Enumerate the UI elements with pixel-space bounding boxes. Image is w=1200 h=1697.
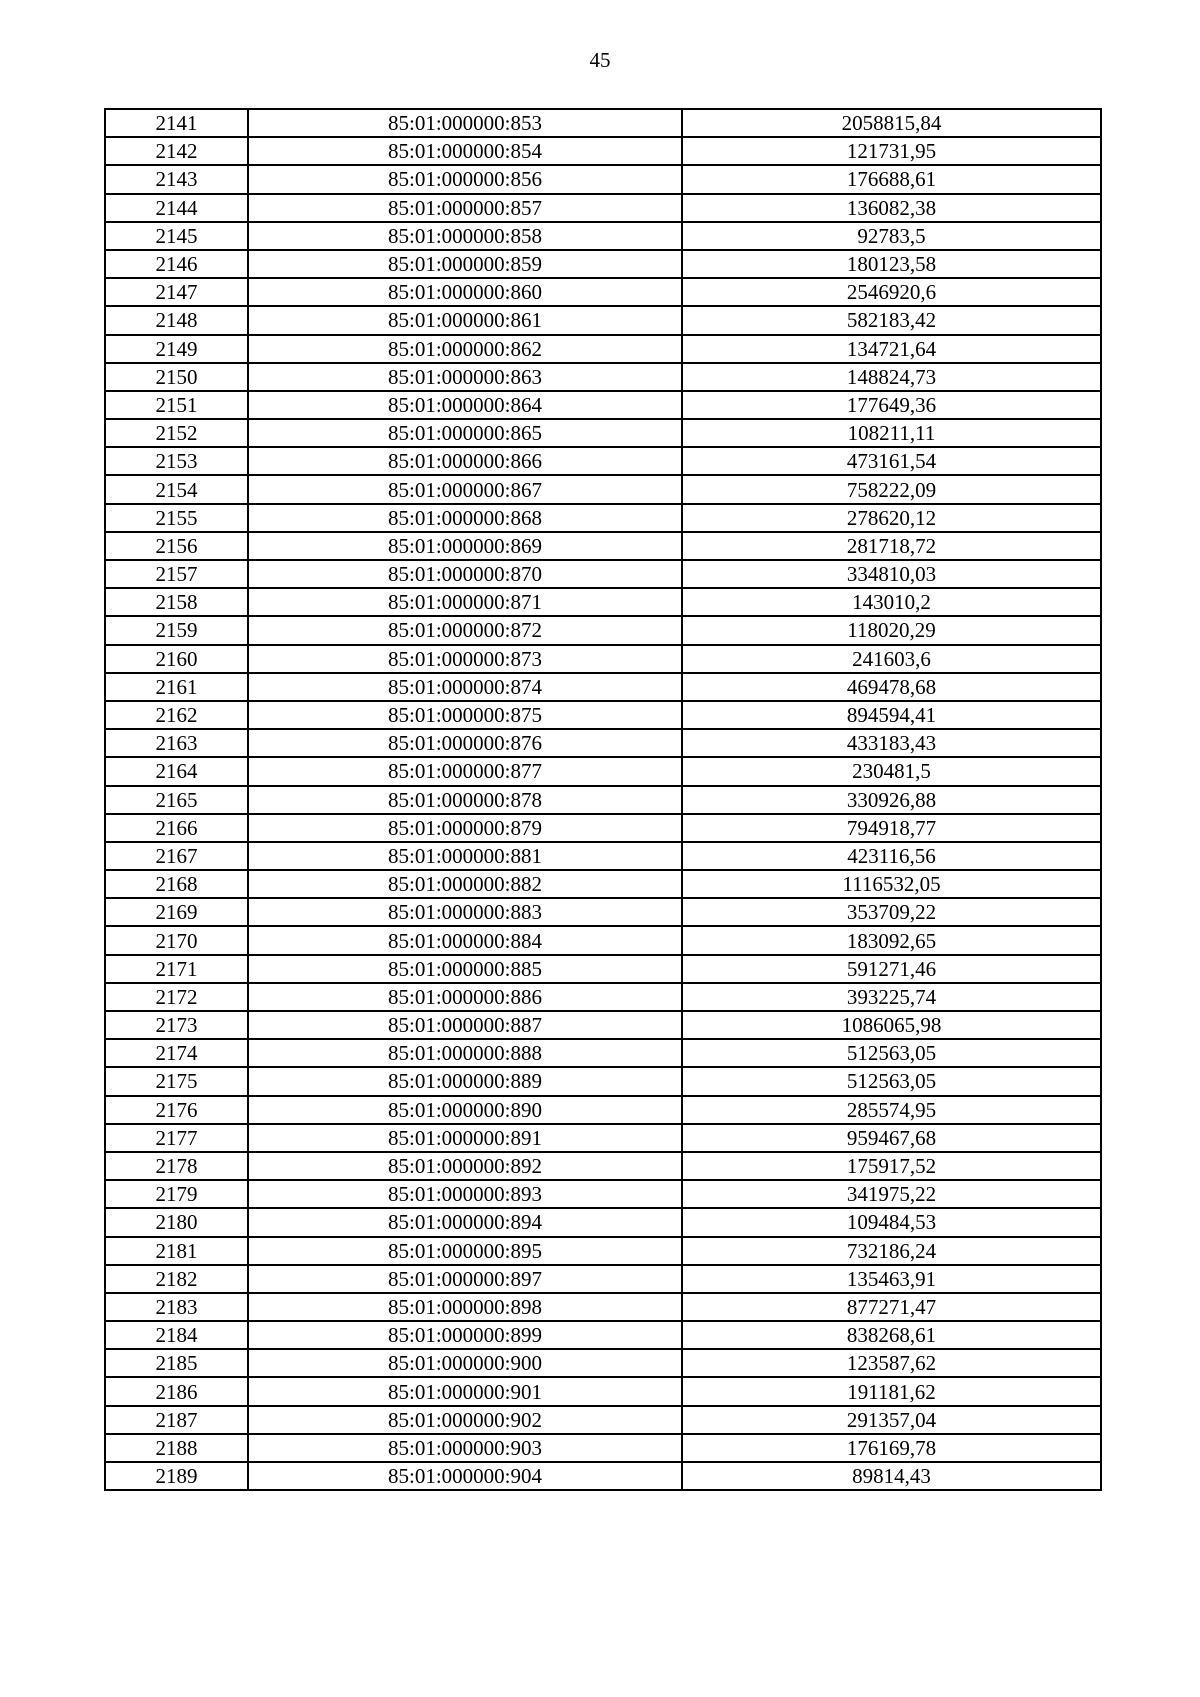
- table-row: [105, 1377, 1101, 1405]
- table-body: [105, 109, 1101, 1490]
- table-row: [105, 250, 1101, 278]
- row-number-cell: 2155: [105, 504, 248, 532]
- table-row: [105, 786, 1101, 814]
- cadastral-value-cell: 473161,54: [682, 447, 1101, 475]
- cadastral-value-cell: 180123,58: [682, 250, 1101, 278]
- cadastral-value-cell: 191181,62: [682, 1377, 1101, 1405]
- table-row: [105, 1462, 1101, 1490]
- row-number-cell: 2187: [105, 1406, 248, 1434]
- cadastral-value-cell: 2546920,6: [682, 278, 1101, 306]
- cadastral-value-cell: 2058815,84: [682, 109, 1101, 137]
- cadastral-number-cell: 85:01:000000:904: [248, 1462, 682, 1490]
- cadastral-number-cell: 85:01:000000:867: [248, 475, 682, 503]
- table-row: [105, 983, 1101, 1011]
- cadastral-value-cell: 230481,5: [682, 757, 1101, 785]
- table-row: [105, 870, 1101, 898]
- cadastral-value-cell: 176169,78: [682, 1434, 1101, 1462]
- row-number-cell: 2143: [105, 165, 248, 193]
- cadastral-value-cell: 1116532,05: [682, 870, 1101, 898]
- row-number-cell: 2182: [105, 1265, 248, 1293]
- row-number-cell: 2172: [105, 983, 248, 1011]
- row-number-cell: 2145: [105, 222, 248, 250]
- row-number-cell: 2165: [105, 786, 248, 814]
- table-row: [105, 1124, 1101, 1152]
- row-number-cell: 2166: [105, 814, 248, 842]
- cadastral-number-cell: 85:01:000000:870: [248, 560, 682, 588]
- row-number-cell: 2173: [105, 1011, 248, 1039]
- cadastral-value-cell: 353709,22: [682, 898, 1101, 926]
- cadastral-value-cell: 285574,95: [682, 1096, 1101, 1124]
- cadastral-value-cell: 334810,03: [682, 560, 1101, 588]
- row-number-cell: 2189: [105, 1462, 248, 1490]
- cadastral-number-cell: 85:01:000000:901: [248, 1377, 682, 1405]
- row-number-cell: 2151: [105, 391, 248, 419]
- cadastral-number-cell: 85:01:000000:881: [248, 842, 682, 870]
- row-number-cell: 2147: [105, 278, 248, 306]
- row-number-cell: 2158: [105, 588, 248, 616]
- table-row: [105, 1321, 1101, 1349]
- row-number-cell: 2181: [105, 1237, 248, 1265]
- row-number-cell: 2169: [105, 898, 248, 926]
- cadastral-number-cell: 85:01:000000:868: [248, 504, 682, 532]
- table-row: [105, 165, 1101, 193]
- table-row: [105, 757, 1101, 785]
- row-number-cell: 2152: [105, 419, 248, 447]
- table-row: [105, 1067, 1101, 1095]
- row-number-cell: 2150: [105, 363, 248, 391]
- cadastral-value-cell: 175917,52: [682, 1152, 1101, 1180]
- row-number-cell: 2176: [105, 1096, 248, 1124]
- table-row: [105, 1265, 1101, 1293]
- cadastral-number-cell: 85:01:000000:875: [248, 701, 682, 729]
- row-number-cell: 2149: [105, 335, 248, 363]
- row-number-cell: 2177: [105, 1124, 248, 1152]
- table-row: [105, 955, 1101, 983]
- cadastral-number-cell: 85:01:000000:899: [248, 1321, 682, 1349]
- cadastral-value-cell: 512563,05: [682, 1039, 1101, 1067]
- row-number-cell: 2186: [105, 1377, 248, 1405]
- table-row: [105, 363, 1101, 391]
- table-row: [105, 1293, 1101, 1321]
- table-row: [105, 278, 1101, 306]
- table-row: [105, 222, 1101, 250]
- table-row: [105, 137, 1101, 165]
- table-row: [105, 1349, 1101, 1377]
- table-row: [105, 1208, 1101, 1236]
- table-row: [105, 1039, 1101, 1067]
- cadastral-value-cell: 959467,68: [682, 1124, 1101, 1152]
- cadastral-number-cell: 85:01:000000:887: [248, 1011, 682, 1039]
- cadastral-value-cell: 118020,29: [682, 616, 1101, 644]
- cadastral-number-cell: 85:01:000000:897: [248, 1265, 682, 1293]
- table-row: [105, 1237, 1101, 1265]
- row-number-cell: 2183: [105, 1293, 248, 1321]
- row-number-cell: 2162: [105, 701, 248, 729]
- row-number-cell: 2178: [105, 1152, 248, 1180]
- cadastral-value-cell: 1086065,98: [682, 1011, 1101, 1039]
- table-row: [105, 1011, 1101, 1039]
- table-row: [105, 729, 1101, 757]
- cadastral-number-cell: 85:01:000000:854: [248, 137, 682, 165]
- cadastral-number-cell: 85:01:000000:883: [248, 898, 682, 926]
- cadastral-number-cell: 85:01:000000:886: [248, 983, 682, 1011]
- cadastral-number-cell: 85:01:000000:865: [248, 419, 682, 447]
- cadastral-number-cell: 85:01:000000:892: [248, 1152, 682, 1180]
- row-number-cell: 2154: [105, 475, 248, 503]
- cadastral-value-cell: 794918,77: [682, 814, 1101, 842]
- cadastral-number-cell: 85:01:000000:890: [248, 1096, 682, 1124]
- row-number-cell: 2170: [105, 926, 248, 954]
- row-number-cell: 2168: [105, 870, 248, 898]
- cadastral-value-cell: 136082,38: [682, 194, 1101, 222]
- cadastral-value-cell: 591271,46: [682, 955, 1101, 983]
- row-number-cell: 2160: [105, 645, 248, 673]
- cadastral-number-cell: 85:01:000000:898: [248, 1293, 682, 1321]
- row-number-cell: 2156: [105, 532, 248, 560]
- cadastral-number-cell: 85:01:000000:873: [248, 645, 682, 673]
- table-row: [105, 842, 1101, 870]
- cadastral-value-cell: 838268,61: [682, 1321, 1101, 1349]
- table-row: [105, 504, 1101, 532]
- cadastral-value-cell: 291357,04: [682, 1406, 1101, 1434]
- cadastral-value-cell: 148824,73: [682, 363, 1101, 391]
- row-number-cell: 2141: [105, 109, 248, 137]
- cadastral-value-cell: 512563,05: [682, 1067, 1101, 1095]
- cadastral-number-cell: 85:01:000000:864: [248, 391, 682, 419]
- cadastral-number-cell: 85:01:000000:903: [248, 1434, 682, 1462]
- cadastral-number-cell: 85:01:000000:888: [248, 1039, 682, 1067]
- table-row: [105, 194, 1101, 222]
- cadastral-value-cell: 423116,56: [682, 842, 1101, 870]
- cadastral-number-cell: 85:01:000000:856: [248, 165, 682, 193]
- cadastral-number-cell: 85:01:000000:893: [248, 1180, 682, 1208]
- cadastral-number-cell: 85:01:000000:879: [248, 814, 682, 842]
- table-row: [105, 335, 1101, 363]
- cadastral-value-cell: 176688,61: [682, 165, 1101, 193]
- cadastral-number-cell: 85:01:000000:861: [248, 306, 682, 334]
- cadastral-number-cell: 85:01:000000:859: [248, 250, 682, 278]
- row-number-cell: 2159: [105, 616, 248, 644]
- row-number-cell: 2148: [105, 306, 248, 334]
- row-number-cell: 2179: [105, 1180, 248, 1208]
- table-row: [105, 109, 1101, 137]
- cadastral-value-cell: 281718,72: [682, 532, 1101, 560]
- table-row: [105, 532, 1101, 560]
- cadastral-number-cell: 85:01:000000:894: [248, 1208, 682, 1236]
- row-number-cell: 2174: [105, 1039, 248, 1067]
- row-number-cell: 2184: [105, 1321, 248, 1349]
- row-number-cell: 2185: [105, 1349, 248, 1377]
- row-number-cell: 2164: [105, 757, 248, 785]
- cadastral-value-cell: 758222,09: [682, 475, 1101, 503]
- cadastral-number-cell: 85:01:000000:860: [248, 278, 682, 306]
- cadastral-value-cell: 393225,74: [682, 983, 1101, 1011]
- cadastral-number-cell: 85:01:000000:872: [248, 616, 682, 644]
- table-row: [105, 447, 1101, 475]
- table-row: [105, 1406, 1101, 1434]
- row-number-cell: 2161: [105, 673, 248, 701]
- cadastral-value-cell: 89814,43: [682, 1462, 1101, 1490]
- cadastral-number-cell: 85:01:000000:884: [248, 926, 682, 954]
- table-row: [105, 616, 1101, 644]
- cadastral-value-cell: 330926,88: [682, 786, 1101, 814]
- cadastral-number-cell: 85:01:000000:902: [248, 1406, 682, 1434]
- cadastral-value-cell: 241603,6: [682, 645, 1101, 673]
- cadastral-number-cell: 85:01:000000:874: [248, 673, 682, 701]
- cadastral-number-cell: 85:01:000000:862: [248, 335, 682, 363]
- cadastral-value-cell: 92783,5: [682, 222, 1101, 250]
- cadastral-value-cell: 877271,47: [682, 1293, 1101, 1321]
- table-row: [105, 1180, 1101, 1208]
- cadastral-value-cell: 177649,36: [682, 391, 1101, 419]
- cadastral-value-cell: 341975,22: [682, 1180, 1101, 1208]
- cadastral-value-cell: 183092,65: [682, 926, 1101, 954]
- cadastral-number-cell: 85:01:000000:889: [248, 1067, 682, 1095]
- cadastral-value-cell: 732186,24: [682, 1237, 1101, 1265]
- cadastral-number-cell: 85:01:000000:877: [248, 757, 682, 785]
- cadastral-number-cell: 85:01:000000:866: [248, 447, 682, 475]
- table-row: [105, 1152, 1101, 1180]
- cadastral-value-cell: 582183,42: [682, 306, 1101, 334]
- table-row: [105, 419, 1101, 447]
- table-row: [105, 1096, 1101, 1124]
- row-number-cell: 2153: [105, 447, 248, 475]
- row-number-cell: 2163: [105, 729, 248, 757]
- table-row: [105, 898, 1101, 926]
- cadastral-number-cell: 85:01:000000:882: [248, 870, 682, 898]
- table-row: [105, 306, 1101, 334]
- cadastral-value-cell: 278620,12: [682, 504, 1101, 532]
- cadastral-number-cell: 85:01:000000:891: [248, 1124, 682, 1152]
- table-row: [105, 391, 1101, 419]
- cadastral-number-cell: 85:01:000000:876: [248, 729, 682, 757]
- table-row: [105, 588, 1101, 616]
- cadastral-number-cell: 85:01:000000:900: [248, 1349, 682, 1377]
- row-number-cell: 2171: [105, 955, 248, 983]
- table-row: [105, 814, 1101, 842]
- row-number-cell: 2146: [105, 250, 248, 278]
- cadastral-value-table: [104, 108, 1102, 1491]
- cadastral-number-cell: 85:01:000000:871: [248, 588, 682, 616]
- row-number-cell: 2188: [105, 1434, 248, 1462]
- table-row: [105, 645, 1101, 673]
- cadastral-value-cell: 894594,41: [682, 701, 1101, 729]
- cadastral-number-cell: 85:01:000000:895: [248, 1237, 682, 1265]
- cadastral-number-cell: 85:01:000000:857: [248, 194, 682, 222]
- row-number-cell: 2180: [105, 1208, 248, 1236]
- cadastral-value-cell: 109484,53: [682, 1208, 1101, 1236]
- cadastral-value-cell: 143010,2: [682, 588, 1101, 616]
- row-number-cell: 2142: [105, 137, 248, 165]
- cadastral-value-cell: 135463,91: [682, 1265, 1101, 1293]
- table-row: [105, 560, 1101, 588]
- row-number-cell: 2167: [105, 842, 248, 870]
- cadastral-value-cell: 433183,43: [682, 729, 1101, 757]
- cadastral-value-cell: 121731,95: [682, 137, 1101, 165]
- cadastral-number-cell: 85:01:000000:878: [248, 786, 682, 814]
- cadastral-number-cell: 85:01:000000:853: [248, 109, 682, 137]
- cadastral-number-cell: 85:01:000000:885: [248, 955, 682, 983]
- cadastral-value-cell: 134721,64: [682, 335, 1101, 363]
- table-row: [105, 1434, 1101, 1462]
- row-number-cell: 2175: [105, 1067, 248, 1095]
- table-row: [105, 701, 1101, 729]
- cadastral-value-cell: 123587,62: [682, 1349, 1101, 1377]
- table-row: [105, 926, 1101, 954]
- table-row: [105, 673, 1101, 701]
- table-row: [105, 475, 1101, 503]
- cadastral-value-cell: 469478,68: [682, 673, 1101, 701]
- row-number-cell: 2144: [105, 194, 248, 222]
- page-number: 45: [589, 48, 611, 72]
- row-number-cell: 2157: [105, 560, 248, 588]
- cadastral-number-cell: 85:01:000000:869: [248, 532, 682, 560]
- cadastral-value-cell: 108211,11: [682, 419, 1101, 447]
- cadastral-number-cell: 85:01:000000:863: [248, 363, 682, 391]
- cadastral-number-cell: 85:01:000000:858: [248, 222, 682, 250]
